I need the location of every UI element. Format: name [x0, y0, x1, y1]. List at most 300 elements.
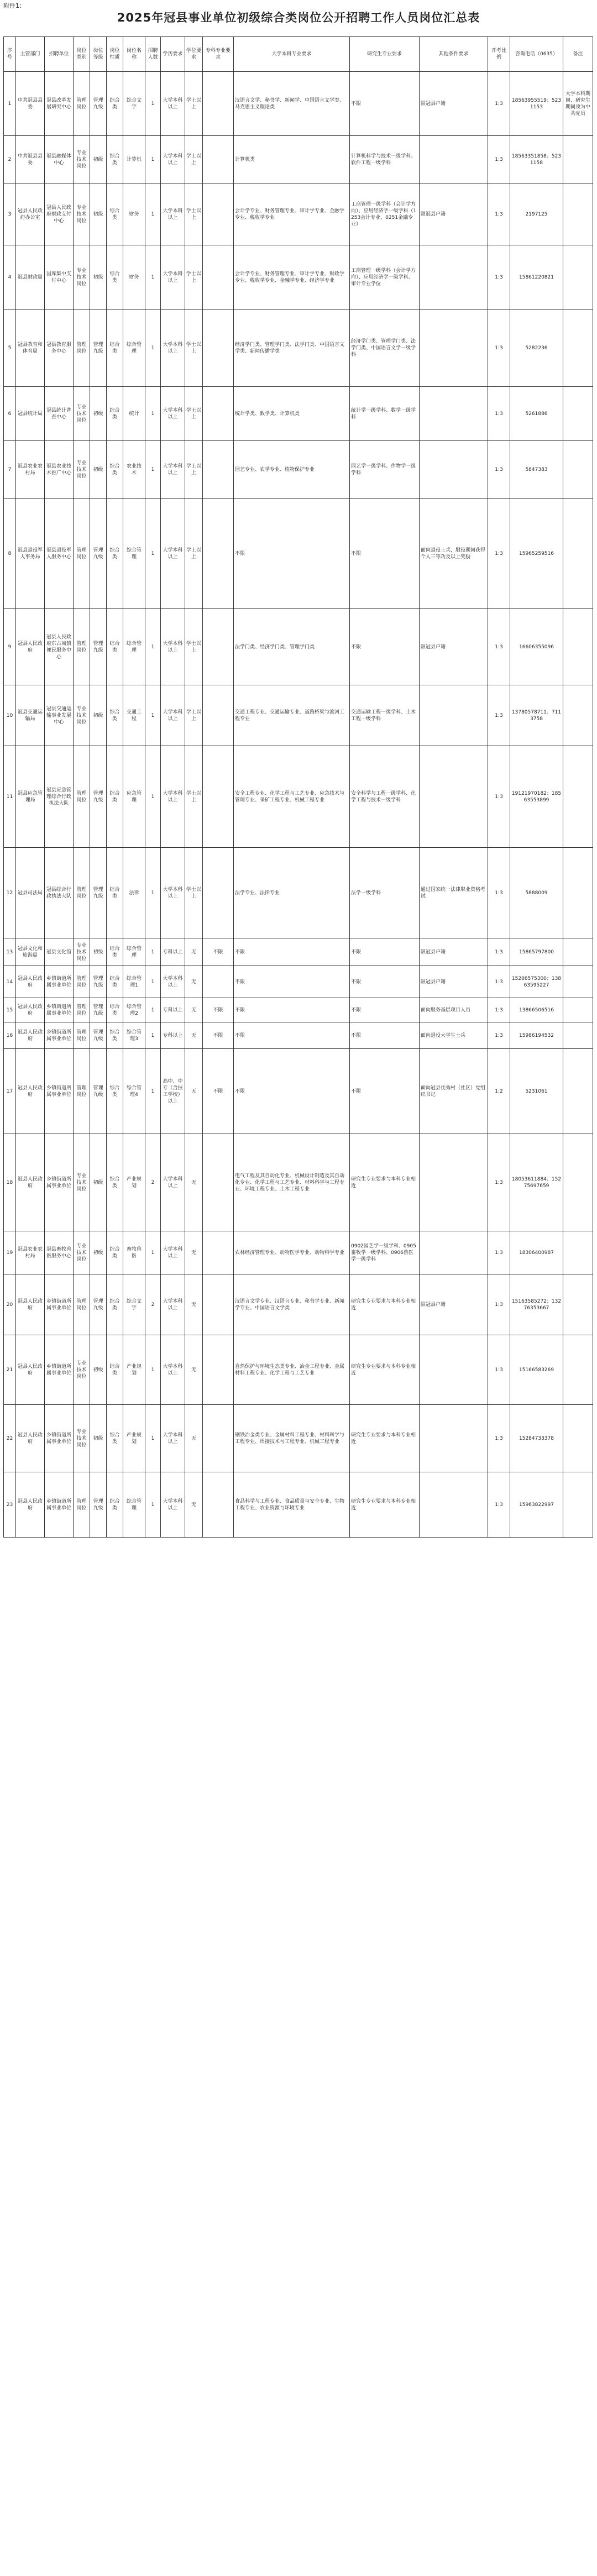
other-conditions: 面向退役士兵，服役期间获得个人三等功及以上奖励 [420, 499, 488, 609]
hiring-unit: 乡镇街道所属事业单位 [45, 1472, 74, 1538]
exam-ratio: 1:3 [488, 245, 510, 309]
junior-college-major [203, 1405, 234, 1472]
row-number: 22 [4, 1405, 16, 1472]
degree-req: 学士以上 [185, 609, 203, 685]
post-level: 管理九级 [90, 72, 107, 136]
post-name: 综合管理2 [123, 998, 145, 1022]
post-level: 管理九级 [90, 1022, 107, 1049]
other-conditions [420, 1405, 488, 1472]
bachelor-major: 法学门类、经济学门类、管理学门类 [234, 609, 350, 685]
hire-count: 1 [145, 245, 161, 309]
row-number: 6 [4, 387, 16, 441]
bachelor-major: 汉语言文学、秘书学、新闻学、中国语言文学类、马克思主义理论类 [234, 72, 350, 136]
hire-count: 1 [145, 848, 161, 938]
table-body [4, 72, 593, 1538]
postgraduate-major: 不限 [350, 938, 420, 966]
exam-ratio: 1:3 [488, 848, 510, 938]
remarks [563, 685, 593, 746]
post-category: 专业技术岗位 [74, 441, 90, 499]
hiring-unit: 冠县人民政府财政支付中心 [45, 183, 74, 245]
junior-college-major: 不限 [203, 938, 234, 966]
exam-ratio: 1:3 [488, 938, 510, 966]
post-level: 管理九级 [90, 848, 107, 938]
other-conditions [420, 245, 488, 309]
header-cell: 研究生专业要求 [350, 37, 420, 72]
header-cell: 岗位类别 [74, 37, 90, 72]
post-name: 综合文字 [123, 72, 145, 136]
education-req: 大学本科以上 [161, 387, 185, 441]
post-level: 初级 [90, 441, 107, 499]
post-category: 管理岗位 [74, 499, 90, 609]
postgraduate-major: 研究生专业要求与本科专业相近 [350, 1405, 420, 1472]
post-category: 管理岗位 [74, 609, 90, 685]
hiring-unit: 冠县文化馆 [45, 938, 74, 966]
bachelor-major: 园艺专业、农学专业、植物保护专业 [234, 441, 350, 499]
post-nature: 综合类 [107, 183, 123, 245]
education-req: 专科以上 [161, 1022, 185, 1049]
other-conditions [420, 1231, 488, 1274]
contact-phone: 15166583269 [510, 1335, 563, 1405]
supervising-dept: 冠县人民政府 [16, 1335, 45, 1405]
header-cell: 招聘人数 [145, 37, 161, 72]
contact-phone: 15965259516 [510, 499, 563, 609]
exam-ratio: 1:3 [488, 499, 510, 609]
supervising-dept: 冠县财政局 [16, 245, 45, 309]
post-name: 综合管理1 [123, 966, 145, 998]
post-level: 管理九级 [90, 966, 107, 998]
table-row [4, 685, 593, 746]
table-row [4, 387, 593, 441]
junior-college-major: 不限 [203, 1022, 234, 1049]
supervising-dept: 冠县人民政府 [16, 998, 45, 1022]
remarks [563, 245, 593, 309]
remarks [563, 848, 593, 938]
other-conditions: 限冠县户籍 [420, 72, 488, 136]
education-req: 大学本科以上 [161, 609, 185, 685]
remarks [563, 1405, 593, 1472]
bachelor-major: 法学专业、法律专业 [234, 848, 350, 938]
supervising-dept: 冠县司法局 [16, 848, 45, 938]
supervising-dept: 冠县统计局 [16, 387, 45, 441]
hiring-unit: 乡镇街道所属事业单位 [45, 1049, 74, 1134]
header-row [4, 37, 593, 72]
post-category: 专业技术岗位 [74, 183, 90, 245]
post-name: 综合管理 [123, 938, 145, 966]
contact-phone: 15986194532 [510, 1022, 563, 1049]
exam-ratio: 1:3 [488, 1134, 510, 1231]
bachelor-major: 汉语言文学专业、汉语言专业、秘书学专业、新闻学专业、中国语言文学类 [234, 1274, 350, 1335]
hire-count: 1 [145, 183, 161, 245]
degree-req: 无 [185, 1231, 203, 1274]
post-level: 管理九级 [90, 1472, 107, 1538]
supervising-dept: 冠县人民政府 [16, 1472, 45, 1538]
postgraduate-major: 经济学门类、管理学门类、法学门类、中国语言文学一级学科 [350, 309, 420, 387]
post-nature: 综合类 [107, 1231, 123, 1274]
table-row [4, 609, 593, 685]
degree-req: 无 [185, 998, 203, 1022]
contact-phone: 5847383 [510, 441, 563, 499]
table-header [4, 37, 593, 72]
post-nature: 综合类 [107, 848, 123, 938]
remarks [563, 746, 593, 848]
bachelor-major: 安全工程专业、化学工程与工艺专业、应急技术与管理专业、采矿工程专业、机械工程专业 [234, 746, 350, 848]
postgraduate-major: 不限 [350, 966, 420, 998]
post-category: 管理岗位 [74, 72, 90, 136]
table-row [4, 1335, 593, 1405]
supervising-dept: 冠县人民政府 [16, 609, 45, 685]
junior-college-major [203, 245, 234, 309]
hire-count: 2 [145, 1274, 161, 1335]
remarks: 大学本科期间、研究生期间须为中共党员 [563, 72, 593, 136]
degree-req: 无 [185, 1274, 203, 1335]
post-name: 计算机 [123, 136, 145, 183]
postgraduate-major: 不限 [350, 998, 420, 1022]
header-cell: 岗位性质 [107, 37, 123, 72]
post-category: 管理岗位 [74, 848, 90, 938]
supervising-dept: 中共冠县县委 [16, 136, 45, 183]
table-row [4, 72, 593, 136]
post-level: 初级 [90, 1335, 107, 1405]
post-nature: 综合类 [107, 1134, 123, 1231]
postgraduate-major: 安全科学与工程一级学科、化学工程与技术一级学科 [350, 746, 420, 848]
row-number: 9 [4, 609, 16, 685]
hire-count: 1 [145, 938, 161, 966]
post-category: 专业技术岗位 [74, 245, 90, 309]
education-req: 大学本科以上 [161, 1274, 185, 1335]
post-nature: 综合类 [107, 309, 123, 387]
post-level: 管理九级 [90, 1049, 107, 1134]
supervising-dept: 冠县人民政府 [16, 1049, 45, 1134]
postgraduate-major: 不限 [350, 609, 420, 685]
other-conditions: 限冠县户籍 [420, 966, 488, 998]
exam-ratio: 1:3 [488, 387, 510, 441]
supervising-dept: 冠县农业农村局 [16, 441, 45, 499]
post-name: 畜牧兽医 [123, 1231, 145, 1274]
table-row [4, 441, 593, 499]
degree-req: 学士以上 [185, 685, 203, 746]
degree-req: 无 [185, 1472, 203, 1538]
education-req: 大学本科以上 [161, 245, 185, 309]
postgraduate-major: 研究生专业要求与本科专业相近 [350, 1472, 420, 1538]
bachelor-major: 不限 [234, 998, 350, 1022]
remarks [563, 1022, 593, 1049]
remarks [563, 966, 593, 998]
education-req: 专科以上 [161, 938, 185, 966]
remarks [563, 1134, 593, 1231]
remarks [563, 1274, 593, 1335]
contact-phone: 19121970182；18563553899 [510, 746, 563, 848]
supervising-dept: 冠县应急管理局 [16, 746, 45, 848]
junior-college-major [203, 72, 234, 136]
post-category: 管理岗位 [74, 998, 90, 1022]
header-cell: 大学本科专业要求 [234, 37, 350, 72]
post-level: 初级 [90, 685, 107, 746]
supervising-dept: 冠县人民政府办公室 [16, 183, 45, 245]
header-cell: 学历要求 [161, 37, 185, 72]
junior-college-major [203, 183, 234, 245]
junior-college-major [203, 309, 234, 387]
remarks [563, 499, 593, 609]
row-number: 2 [4, 136, 16, 183]
table-row [4, 848, 593, 938]
contact-phone: 5261886 [510, 387, 563, 441]
table-row [4, 1022, 593, 1049]
junior-college-major [203, 1134, 234, 1231]
hire-count: 1 [145, 746, 161, 848]
post-level: 管理九级 [90, 609, 107, 685]
table-row [4, 245, 593, 309]
degree-req: 学士以上 [185, 746, 203, 848]
degree-req: 无 [185, 938, 203, 966]
row-number: 11 [4, 746, 16, 848]
exam-ratio: 1:3 [488, 1335, 510, 1405]
remarks [563, 1049, 593, 1134]
other-conditions [420, 685, 488, 746]
remarks [563, 1472, 593, 1538]
post-category: 管理岗位 [74, 1049, 90, 1134]
positions-table [3, 36, 593, 1538]
contact-phone: 18053611884；15275697659 [510, 1134, 563, 1231]
hire-count: 1 [145, 1472, 161, 1538]
row-number: 13 [4, 938, 16, 966]
post-category: 专业技术岗位 [74, 387, 90, 441]
degree-req: 无 [185, 1134, 203, 1231]
junior-college-major [203, 387, 234, 441]
exam-ratio: 1:3 [488, 136, 510, 183]
postgraduate-major: 研究生专业要求与本科专业相近 [350, 1134, 420, 1231]
degree-req: 无 [185, 1049, 203, 1134]
hire-count: 1 [145, 387, 161, 441]
other-conditions: 通过国家统一法律职业资格考试 [420, 848, 488, 938]
post-nature: 综合类 [107, 245, 123, 309]
contact-phone: 5231061 [510, 1049, 563, 1134]
post-level: 初级 [90, 387, 107, 441]
education-req: 大学本科以上 [161, 499, 185, 609]
post-nature: 综合类 [107, 609, 123, 685]
table-row [4, 938, 593, 966]
table-row [4, 309, 593, 387]
exam-ratio: 1:3 [488, 1022, 510, 1049]
contact-phone: 15163585272；13276353667 [510, 1274, 563, 1335]
supervising-dept: 冠县文化和旅游局 [16, 938, 45, 966]
document-title: 2025年冠县事业单位初级综合类岗位公开招聘工作人员岗位汇总表 [117, 11, 480, 24]
education-req: 大学本科以上 [161, 441, 185, 499]
education-req: 大学本科以上 [161, 72, 185, 136]
bachelor-major: 自然保护与环境生态类专业、冶金工程专业、金属材料工程专业、化学工程与工艺专业 [234, 1335, 350, 1405]
other-conditions [420, 1134, 488, 1231]
post-category: 专业技术岗位 [74, 1405, 90, 1472]
remarks [563, 183, 593, 245]
hiring-unit: 乡镇街道所属事业单位 [45, 998, 74, 1022]
post-name: 法律 [123, 848, 145, 938]
degree-req: 学士以上 [185, 848, 203, 938]
contact-phone: 15861220821 [510, 245, 563, 309]
hiring-unit: 乡镇街道所属事业单位 [45, 1022, 74, 1049]
exam-ratio: 1:3 [488, 1405, 510, 1472]
header-cell: 备注 [563, 37, 593, 72]
education-req: 大学本科以上 [161, 685, 185, 746]
contact-phone: 13866506516 [510, 998, 563, 1022]
degree-req: 无 [185, 1335, 203, 1405]
post-category: 管理岗位 [74, 1274, 90, 1335]
bachelor-major: 经济学门类、管理学门类、法学门类、中国语言文学类、新闻传播学类 [234, 309, 350, 387]
post-name: 综合管理 [123, 499, 145, 609]
junior-college-major [203, 1274, 234, 1335]
contact-phone: 13780578711；7113758 [510, 685, 563, 746]
junior-college-major [203, 609, 234, 685]
education-req: 高中、中专（含技工学校）以上 [161, 1049, 185, 1134]
hiring-unit: 冠县融媒体中心 [45, 136, 74, 183]
post-category: 管理岗位 [74, 746, 90, 848]
post-level: 管理九级 [90, 746, 107, 848]
header-cell: 岗位名称 [123, 37, 145, 72]
education-req: 大学本科以上 [161, 746, 185, 848]
post-level: 初级 [90, 136, 107, 183]
education-req: 大学本科以上 [161, 136, 185, 183]
other-conditions: 限冠县户籍 [420, 938, 488, 966]
supervising-dept: 冠县人民政府 [16, 1022, 45, 1049]
row-number: 15 [4, 998, 16, 1022]
bachelor-major: 食品科学与工程专业、食品质量与安全专业、生物工程专业、农业资源与环境专业 [234, 1472, 350, 1538]
row-number: 8 [4, 499, 16, 609]
post-level: 初级 [90, 1405, 107, 1472]
row-number: 5 [4, 309, 16, 387]
other-conditions: 面向退役大学生士兵 [420, 1022, 488, 1049]
other-conditions: 面向服务基层项目人员 [420, 998, 488, 1022]
post-level: 初级 [90, 245, 107, 309]
exam-ratio: 1:3 [488, 183, 510, 245]
post-nature: 综合类 [107, 387, 123, 441]
remarks [563, 1335, 593, 1405]
postgraduate-major: 工商管理一级学科（会计学方向）、应用经济学一级学科（1253会计专业、0251金融专业） [350, 183, 420, 245]
contact-phone: 18563955519；5231153 [510, 72, 563, 136]
post-nature: 综合类 [107, 1405, 123, 1472]
row-number: 23 [4, 1472, 16, 1538]
hire-count: 1 [145, 499, 161, 609]
supervising-dept: 冠县退役军人事务局 [16, 499, 45, 609]
header-cell: 序号 [4, 37, 16, 72]
postgraduate-major: 交通运输工程一级学科、土木工程一级学科 [350, 685, 420, 746]
hire-count: 1 [145, 966, 161, 998]
other-conditions [420, 746, 488, 848]
header-cell: 学位要求 [185, 37, 203, 72]
post-level: 初级 [90, 1231, 107, 1274]
education-req: 专科以上 [161, 998, 185, 1022]
post-category: 管理岗位 [74, 966, 90, 998]
hiring-unit: 冠县畜牧兽医服务中心 [45, 1231, 74, 1274]
table-row [4, 1405, 593, 1472]
postgraduate-major: 研究生专业要求与本科专业相近 [350, 1335, 420, 1405]
supervising-dept: 冠县农业农村局 [16, 1231, 45, 1274]
hire-count: 1 [145, 309, 161, 387]
bachelor-major: 会计学专业、财务管理专业、审计学专业、金融学专业、税收学专业 [234, 183, 350, 245]
degree-req: 无 [185, 966, 203, 998]
contact-phone: 18563351858；5231158 [510, 136, 563, 183]
postgraduate-major: 不限 [350, 499, 420, 609]
post-name: 财务 [123, 245, 145, 309]
junior-college-major [203, 499, 234, 609]
hiring-unit: 乡镇街道所属事业单位 [45, 1134, 74, 1231]
hiring-unit: 冠县统计普查中心 [45, 387, 74, 441]
junior-college-major [203, 1335, 234, 1405]
degree-req: 学士以上 [185, 441, 203, 499]
post-nature: 综合类 [107, 966, 123, 998]
other-conditions [420, 441, 488, 499]
junior-college-major [203, 848, 234, 938]
exam-ratio: 1:2 [488, 1049, 510, 1134]
row-number: 7 [4, 441, 16, 499]
post-nature: 综合类 [107, 746, 123, 848]
hiring-unit: 冠县应急管理综合行政执法大队 [45, 746, 74, 848]
exam-ratio: 1:3 [488, 309, 510, 387]
hiring-unit: 冠县改革发展研究中心 [45, 72, 74, 136]
supervising-dept: 冠县教育和体育局 [16, 309, 45, 387]
hiring-unit: 冠县人民政府东古城镇便民服务中心 [45, 609, 74, 685]
post-nature: 综合类 [107, 1335, 123, 1405]
post-category: 专业技术岗位 [74, 136, 90, 183]
header-cell: 招聘单位 [45, 37, 74, 72]
post-name: 综合管理 [123, 609, 145, 685]
remarks [563, 441, 593, 499]
junior-college-major: 不限 [203, 1049, 234, 1134]
education-req: 大学本科以上 [161, 848, 185, 938]
post-nature: 综合类 [107, 136, 123, 183]
junior-college-major [203, 1231, 234, 1274]
post-category: 管理岗位 [74, 1472, 90, 1538]
row-number: 1 [4, 72, 16, 136]
hire-count: 1 [145, 1405, 161, 1472]
hire-count: 1 [145, 685, 161, 746]
post-level: 初级 [90, 938, 107, 966]
contact-phone: 15284733378 [510, 1405, 563, 1472]
bachelor-major: 统计学类、数学类、计算机类 [234, 387, 350, 441]
exam-ratio: 1:3 [488, 746, 510, 848]
row-number: 14 [4, 966, 16, 998]
row-number: 12 [4, 848, 16, 938]
exam-ratio: 1:3 [488, 998, 510, 1022]
table-row [4, 136, 593, 183]
post-nature: 综合类 [107, 938, 123, 966]
post-name: 综合管理3 [123, 1022, 145, 1049]
hiring-unit: 冠县综合行政执法大队 [45, 848, 74, 938]
table-row [4, 499, 593, 609]
degree-req: 学士以上 [185, 309, 203, 387]
bachelor-major: 不限 [234, 938, 350, 966]
bachelor-major: 农林经济管理专业、动物医学专业、动物科学专业 [234, 1231, 350, 1274]
junior-college-major: 不限 [203, 998, 234, 1022]
table-row [4, 746, 593, 848]
junior-college-major [203, 966, 234, 998]
supervising-dept: 中共冠县县委 [16, 72, 45, 136]
degree-req: 学士以上 [185, 499, 203, 609]
table-row [4, 183, 593, 245]
post-nature: 综合类 [107, 72, 123, 136]
post-name: 综合管理 [123, 309, 145, 387]
junior-college-major [203, 136, 234, 183]
row-number: 19 [4, 1231, 16, 1274]
exam-ratio: 1:3 [488, 72, 510, 136]
exam-ratio: 1:3 [488, 1472, 510, 1538]
hire-count: 1 [145, 609, 161, 685]
post-level: 管理九级 [90, 1274, 107, 1335]
postgraduate-major: 统计学一级学科、数学一级学科 [350, 387, 420, 441]
postgraduate-major: 计算机科学与技术一级学科；软件工程一级学科 [350, 136, 420, 183]
education-req: 大学本科以上 [161, 1134, 185, 1231]
post-nature: 综合类 [107, 1022, 123, 1049]
post-category: 管理岗位 [74, 1022, 90, 1049]
supervising-dept: 冠县人民政府 [16, 1274, 45, 1335]
post-name: 统计 [123, 387, 145, 441]
